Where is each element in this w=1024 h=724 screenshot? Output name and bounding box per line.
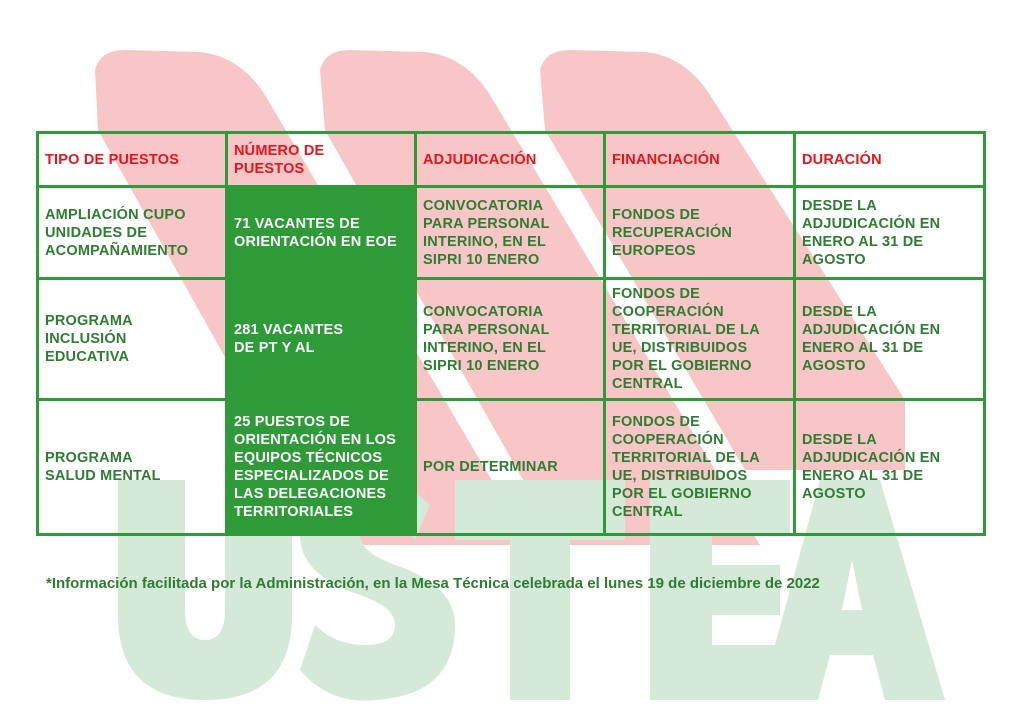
cell-financiacion: FONDOS DE COOPERACIÓN TERRITORIAL DE LA UE, DISTRIBUIDOS POR EL GOBIERNO CENTRAL (605, 279, 795, 400)
header-duracion: DURACIÓN (795, 133, 985, 187)
header-financiacion: FINANCIACIÓN (605, 133, 795, 187)
table-header-row (38, 133, 985, 187)
cell-numero: 71 VACANTES DE ORIENTACIÓN EN EOE (227, 187, 416, 279)
table-row (38, 279, 985, 400)
table-row (38, 187, 985, 279)
header-tipo: TIPO DE PUESTOS (38, 133, 227, 187)
cell-financiacion: FONDOS DE RECUPERACIÓN EUROPEOS (605, 187, 795, 279)
cell-numero: 281 VACANTES DE PT Y AL (227, 279, 416, 400)
cell-numero: 25 PUESTOS DE ORIENTACIÓN EN LOS EQUIPOS TÉCNICOS ESPECIALIZADOS DE LAS DELEGACIONES TERRITORIALES (227, 400, 416, 535)
cell-tipo: AMPLIACIÓN CUPO UNIDADES DE ACOMPAÑAMIENTO (38, 187, 227, 279)
cell-duracion: DESDE LA ADJUDICACIÓN EN ENERO AL 31 DE AGOSTO (795, 279, 985, 400)
cell-duracion: DESDE LA ADJUDICACIÓN EN ENERO AL 31 DE AGOSTO (795, 187, 985, 279)
cell-tipo: PROGRAMA INCLUSIÓN EDUCATIVA (38, 279, 227, 400)
header-numero: NÚMERO DE PUESTOS (227, 133, 416, 187)
footnote: *Información facilitada por la Administración, en la Mesa Técnica celebrada el lunes 19 de diciembre de 2022 (46, 575, 820, 592)
cell-financiacion: FONDOS DE COOPERACIÓN TERRITORIAL DE LA UE, DISTRIBUIDOS POR EL GOBIERNO CENTRAL (605, 400, 795, 535)
cell-adjudicacion: CONVOCATORIA PARA PERSONAL INTERINO, EN EL SIPRI 10 ENERO (416, 187, 605, 279)
cell-duracion: DESDE LA ADJUDICACIÓN EN ENERO AL 31 DE AGOSTO (795, 400, 985, 535)
positions-table (36, 131, 986, 536)
header-adjudicacion: ADJUDICACIÓN (416, 133, 605, 187)
cell-adjudicacion: POR DETERMINAR (416, 400, 605, 535)
cell-tipo: PROGRAMA SALUD MENTAL (38, 400, 227, 535)
table-row (38, 400, 985, 535)
cell-adjudicacion: CONVOCATORIA PARA PERSONAL INTERINO, EN EL SIPRI 10 ENERO (416, 279, 605, 400)
